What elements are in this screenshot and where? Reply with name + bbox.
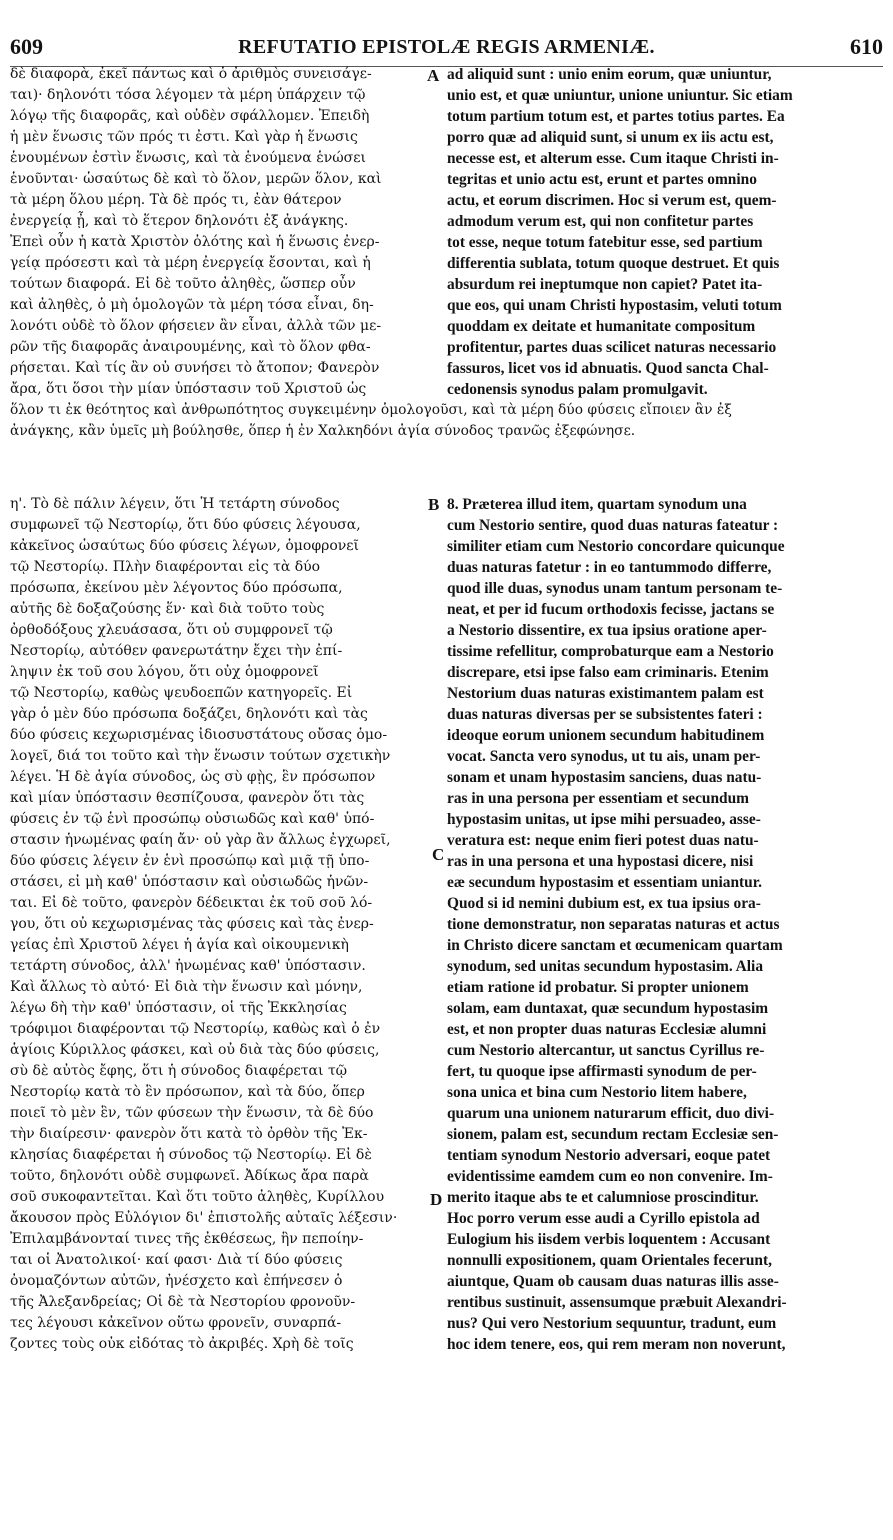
latin-text-line: eæ secundum hypostasim et essentiam uniantur.	[447, 874, 762, 891]
greek-text-line: τούτων διαφορά. Εἰ δὲ τοῦτο ἀληθὲς, ὥσπερ οὖν	[10, 276, 356, 292]
latin-text-line: ras in una persona et una hypostasi dicere, nisi	[447, 853, 754, 870]
latin-text-line: quarum una unionem naturarum efficit, duo divi-	[447, 1105, 775, 1122]
margin-letter-a: A	[427, 66, 440, 85]
latin-text-line: etiam ratione id probatur. Si propter unionem	[447, 979, 749, 996]
greek-text-line: γείᾳ πρόσεστι καὶ τὰ μέρη ἐνεργείᾳ ἔσονται, καὶ ἡ	[10, 255, 371, 271]
greek-text-line: σοῦ συκοφαντεῖται. Καὶ ὅτι τοῦτο ἀληθὲς, Κυρίλλου	[10, 1189, 385, 1205]
greek-text-line: τὴν διαίρεσιν· φανερὸν ὅτι κατὰ τὸ ὀρθὸν τῆς Ἐκ-	[10, 1126, 368, 1142]
latin-text-line: Eulogium his iisdem verbis loquentem : Accusant	[447, 1231, 771, 1248]
latin-text-line: Nestorium duas naturas existimantem palam est	[447, 685, 764, 702]
latin-text-line: tegritas et unio actu est, erunt et partes omnino	[447, 171, 757, 188]
latin-text-line: vocat. Sancta vero synodus, ut tu ais, unam per-	[447, 748, 761, 765]
latin-text-line: in Christo dicere sanctam et œcumenicam quartam	[447, 937, 783, 954]
latin-text-line: neat, et per id fucum orthodoxis fecisse, jactans se	[447, 601, 775, 618]
latin-column-top	[447, 64, 883, 400]
greek-text-line: ἁγίοις Κύριλλος φάσκει, καὶ οὐ διὰ τὰς δύο φύσεις,	[10, 1042, 380, 1058]
greek-text-line: πρόσωπα, ἐκείνου μὲν λέγοντος δύο πρόσωπα,	[10, 580, 343, 596]
latin-text-line: unio est, et quæ uniuntur, unione uniuntur. Sic etiam	[447, 87, 793, 104]
latin-text-line: a Nestorio dissentire, ex tua ipsius oratione aper-	[447, 622, 767, 639]
greek-text-line: συμφωνεῖ τῷ Νεστορίῳ, ὅτι δύο φύσεις λέγουσα,	[10, 517, 361, 533]
greek-text-line: ζοντες τοὺς οὐκ εἰδότας τὸ ἀκριβές. Χρὴ δὲ τοῖς	[10, 1336, 354, 1352]
latin-text-line: duas naturas diversas per se subsistentes fateri :	[447, 706, 763, 723]
latin-text-line: synodum, sed unitas secundum hypostasim. Alia	[447, 958, 764, 975]
latin-text-line: que eos, qui unam Christi hypostasim, veluti totum	[447, 297, 782, 314]
page-number-left: 609	[10, 34, 43, 59]
latin-text-line: absurdum rei ineptumque non capiet? Patet ita-	[447, 276, 763, 293]
latin-text-line: rentibus sustinuit, assensumque præbuit Alexandri-	[447, 1294, 787, 1311]
greek-text-line: ὀρθοδόξους χλευάσασα, ὅτι οὐ συμφρονεῖ τῷ	[10, 622, 333, 638]
latin-text-line: tentiam synodum Nestorio adversari, eoque patet	[447, 1147, 771, 1164]
greek-text-line: λόγῳ τῆς διαφορᾶς, καὶ οὐδὲν σφάλλομεν. Ἐπειδὴ	[10, 108, 370, 124]
greek-text-line: αὐτῆς δὲ δοξαζούσης ἕν· καὶ διὰ τοῦτο τοὺς	[10, 601, 325, 617]
latin-text-line: tione demonstratur, non separatas naturas et actus	[447, 916, 780, 933]
greek-text-line: τες λέγουσι κἀκεῖνον οὕτω φρονεῖν, συναρπά-	[10, 1315, 342, 1331]
greek-text-line: τρόφιμοι διαφέρονται τῷ Νεστορίῳ, καθὼς καὶ ὁ ἐν	[10, 1021, 381, 1037]
greek-text-line: καὶ μίαν ὑπόστασιν θεσπίζουσα, φανερὸν ὅτι τὰς	[10, 790, 365, 806]
greek-text-line: δὲ διαφορὰ, ἐκεῖ πάντως καὶ ὁ ἀριθμὸς συνεισάγε-	[10, 66, 372, 82]
greek-text-line: ται)· δηλονότι τόσα λέγομεν τὰ μέρη ὑπάρχειν τῷ	[10, 87, 366, 103]
greek-text-line: λονότι οὐδὲ τὸ ὅλον φήσειεν ἂν εἶναι, ἀλλὰ τῶν με-	[10, 318, 382, 334]
latin-text-line: cedonensis synodus palam promulgavit.	[447, 381, 708, 398]
greek-text-line: δύο φύσεις κεχωρισμένας ἰδιοσυστάτους οὔσας ὁμο-	[10, 727, 388, 743]
latin-text-line: cum Nestorio altercantur, ut sanctus Cyrillus re-	[447, 1042, 765, 1059]
running-title: REFUTATIO EPISTOLÆ REGIS ARMENIÆ.	[238, 36, 655, 58]
greek-text-line: στασιν ἡνωμένας φαίη ἄν· οὐ γὰρ ἂν ἄλλως ἐγχωρεῖ,	[10, 832, 391, 848]
greek-text-line: κἀκεῖνος ὡσαύτως δύο φύσεις λέγων, ὁμοφρονεῖ	[10, 538, 360, 554]
greek-text-line: ὅλον τι ἐκ θεότητος καὶ ἀνθρωπότητος συγκειμένην ὁμολογοῦσι, καὶ τὰ μέρη δύο φύσεις εἴποιεν ἂν ἐξ	[10, 402, 732, 418]
greek-text-line: σὺ δὲ αὐτὸς ἔφης, ὅτι ἡ σύνοδος διαφέρεται τῷ	[10, 1063, 348, 1079]
greek-text-line: λέγω δὴ τὴν καθ' ὑπόστασιν, οἱ τῆς Ἐκκλησίας	[10, 1000, 347, 1016]
latin-text-line: cum Nestorio sentire, quod duas naturas fateatur :	[447, 517, 779, 534]
greek-text-line: Ἐπιλαμβάνονταί τινες τῆς ἐκθέσεως, ἣν πεποίην-	[10, 1231, 364, 1247]
greek-text-line: δύο φύσεις λέγειν ἐν ἑνὶ προσώπῳ καὶ μιᾷ τῇ ὑπο-	[10, 853, 370, 869]
greek-text-line: ται. Εἰ δὲ τοῦτο, φανερὸν δέδεικται ἐκ τοῦ σοῦ λό-	[10, 895, 373, 911]
greek-text-line: στάσει, εἰ μὴ καθ' ὑπόστασιν καὶ οὐσιωδῶς ἡνῶν-	[10, 874, 369, 890]
greek-text-line: ὀνομαζόντων αὐτῶν, ἠνέσχετο καὶ ἐπήνεσεν ὁ	[10, 1273, 343, 1289]
margin-letter-b: B	[428, 495, 440, 514]
greek-text-line: γείας ἐπὶ Χριστοῦ λέγει ἡ ἁγία καὶ οἰκουμενικὴ	[10, 937, 349, 953]
greek-text-line: Καὶ ἄλλως τὸ αὐτό· Εἰ διὰ τὴν ἕνωσιν καὶ μόνην,	[10, 979, 363, 995]
latin-text-line: quoddam ex deitate et humanitate compositum	[447, 318, 756, 335]
latin-text-line: sionem, palam est, secundum rectam Ecclesiæ sen-	[447, 1126, 779, 1143]
greek-text-line: Νεστορίῳ κατὰ τὸ ἓν πρόσωπον, καὶ τὰ δύο, ὅπερ	[10, 1084, 365, 1100]
latin-text-line: differentia sublata, totum quoque destruet. Et quis	[447, 255, 780, 272]
latin-text-line: veratura est: neque enim fieri potest duas natu-	[447, 832, 759, 849]
latin-text-line: admodum verum est, qui non confitetur partes	[447, 213, 754, 230]
greek-text-line: ἑνοῦνται· ὡσαύτως δὲ καὶ τὸ ὅλον, μερῶν ὅλον, καὶ	[10, 171, 382, 187]
page-number-right: 610	[850, 34, 883, 59]
greek-text-line: τῆς Ἀλεξανδρείας; Οἱ δὲ τὰ Νεστορίου φρονοῦν-	[10, 1294, 356, 1310]
greek-text-line: ληψιν ἐκ τοῦ σου λόγου, ὅτι οὐχ ὁμοφρονεῖ	[10, 664, 319, 680]
latin-text-line: totum partium totum est, et partes totius partes. Ea	[447, 108, 785, 125]
latin-text-line: Quod si id nemini dubium est, ex tua ipsius ora-	[447, 895, 761, 912]
latin-text-line: sona unica et bina cum Nestorio litem habere,	[447, 1084, 747, 1101]
greek-column-bottom	[10, 494, 428, 1355]
latin-text-line: fassuros, licet vos id abnuatis. Quod sancta Chal-	[447, 360, 769, 377]
greek-text-line: Νεστορίῳ, αὐτόθεν φανερωτάτην ἔχει τὴν ἐπί-	[10, 643, 343, 659]
latin-text-line: profitentur, partes duas scilicet naturas necessario	[447, 339, 777, 356]
greek-text-line: ἡ μὲν ἕνωσις τῶν πρός τι ἐστι. Καὶ γὰρ ἡ ἕνωσις	[10, 129, 358, 145]
latin-text-line: tot esse, neque totum fatebitur esse, sed partium	[447, 234, 763, 251]
latin-text-line: similiter etiam cum Nestorio concordare quicunque	[447, 538, 785, 555]
latin-column-bottom	[447, 494, 883, 1355]
latin-text-line: evidentissime eamdem cum eo non convenire. Im-	[447, 1168, 773, 1185]
greek-text-line: ἀνάγκης, κἂν ὑμεῖς μὴ βούλησθε, ὅπερ ἡ ἐν Χαλκηδόνι ἁγία σύνοδος τρανῶς ἐξεφώνησε.	[10, 423, 636, 439]
greek-text-line: ἑνουμένων ἐστὶν ἕνωσις, καὶ τὰ ἑνούμενα ἑνώσει	[10, 150, 366, 166]
latin-text-line: duas naturas fatetur : in eo tantummodo differre,	[447, 559, 772, 576]
greek-text-line: ποιεῖ τὸ μὲν ἓν, τῶν φύσεων τὴν ἕνωσιν, τὰ δὲ δύο	[10, 1105, 374, 1121]
greek-text-line: γου, ὅτι οὐ κεχωρισμένας τὰς φύσεις καὶ τὰς ἐνερ-	[10, 916, 374, 932]
latin-text-line: actu, et eorum discrimen. Hoc si verum est, quem-	[447, 192, 777, 209]
greek-column-top	[10, 64, 428, 400]
greek-text-line: τοῦτο, δηλονότι οὐδὲ συμφωνεῖ. Ἀδίκως ἄρα παρὰ	[10, 1168, 369, 1184]
latin-text-line: ideoque eorum unionem secundum habitudinem	[447, 727, 765, 744]
greek-text-line: γὰρ ὁ μὲν δύο πρόσωπα δοξάζει, δηλονότι καὶ τὰς	[10, 706, 368, 722]
latin-text-line: merito itaque abs te et calumniose proscinditur.	[447, 1189, 759, 1206]
page-header	[10, 34, 883, 64]
latin-text-line: porro quæ ad aliquid sunt, si unum ex iis actu est,	[447, 129, 774, 146]
greek-text-line: φύσεις ἐν τῷ ἑνὶ προσώπῳ οὐσιωδῶς καὶ καθ' ὑπό-	[10, 811, 375, 827]
greek-text-line: λογεῖ, διά τοι τοῦτο καὶ τὴν ἕνωσιν τούτων σχετικὴν	[10, 748, 391, 764]
greek-text-line: καὶ ἀληθὲς, ὁ μὴ ὁμολογῶν τὰ μέρη τόσα εἶναι, δη-	[10, 297, 374, 313]
latin-text-line: tissime refellitur, comprobaturque eam a Nestorio	[447, 643, 774, 660]
latin-text-line: solam, eam duntaxat, quæ secundum hypostasim	[447, 1000, 769, 1017]
greek-text-line: λέγει. Ἡ δὲ ἁγία σύνοδος, ὡς σὺ φῂς, ἓν πρόσωπον	[10, 769, 376, 785]
latin-text-line: discrepare, etsi ipse falso eam criminaris. Etenim	[447, 664, 769, 681]
greek-text-line: τὰ μέρη ὅλου μέρη. Τὰ δὲ πρός τι, ἐὰν θάτερον	[10, 192, 342, 208]
margin-letter-c: C	[432, 845, 445, 864]
latin-text-line: fert, tu quoque ipse affirmasti synodum de per-	[447, 1063, 757, 1080]
greek-text-line: ἄκουσον πρὸς Εὐλόγιον δι' ἐπιστολῆς αὐταῖς λέξεσιν·	[10, 1210, 398, 1226]
greek-text-line: κλησίας διαφέρεται ἡ σύνοδος τῷ Νεστορίῳ. Εἰ δὲ	[10, 1147, 372, 1163]
latin-text-line: hypostasim unitas, ut ipse mihi persuadeo, asse-	[447, 811, 761, 828]
latin-text-line: 8. Præterea illud item, quartam synodum una	[447, 496, 747, 513]
latin-text-line: sonam et unam hypostasim sanciens, duas natu-	[447, 769, 762, 786]
greek-text-line: ἄρα, ὅτι ὅσοι τὴν μίαν ὑπόστασιν τοῦ Χριστοῦ ὡς	[10, 381, 367, 397]
latin-text-line: nus? Qui vero Nestorium sequuntur, tradunt, eum	[447, 1315, 777, 1332]
greek-text-line: ἐνεργείᾳ ᾖ, καὶ τὸ ἕτερον δηλονότι ἐξ ἀνάγκης.	[10, 213, 349, 229]
greek-text-line: τῷ Νεστορίῳ. Πλὴν διαφέρονται εἰς τὰ δύο	[10, 559, 321, 575]
greek-text-line: Ἐπεὶ οὖν ἡ κατὰ Χριστὸν ὁλότης καὶ ἡ ἕνωσις ἐνερ-	[10, 234, 380, 250]
latin-text-line: nonnulli expositionem, quam Orientales fecerunt,	[447, 1252, 772, 1269]
greek-text-line: ρῶν τῆς διαφορᾶς ἀναιρουμένης, καὶ τὸ ὅλον φθα-	[10, 339, 371, 355]
latin-text-line: quod ille duas, synodus unam tantum personam te-	[447, 580, 783, 597]
greek-text-line: ρήσεται. Καὶ τίς ἂν οὐ συνήσει τὸ ἄτοπον; Φανερὸν	[10, 360, 380, 376]
latin-text-line: ad aliquid sunt : unio enim eorum, quæ uniuntur,	[447, 66, 772, 83]
latin-text-line: est, et non propter duas naturas Ecclesiæ alumni	[447, 1021, 767, 1038]
latin-text-line: necesse est, et alterum esse. Cum itaque Christi in-	[447, 150, 779, 167]
latin-text-line: ras in una persona per essentiam et secundum	[447, 790, 749, 807]
greek-text-line: τῷ Νεστορίῳ, καθὼς ψευδοεπῶν κατηγορεῖς. Εἰ	[10, 685, 353, 701]
margin-letter-d: D	[430, 1190, 443, 1209]
latin-text-line: aiuntque, Quam ob causam duas naturas illis asse-	[447, 1273, 779, 1290]
latin-text-line: hoc idem tenere, eos, qui rem meram non noverunt,	[447, 1336, 786, 1353]
greek-spanning-lines	[10, 400, 880, 442]
greek-text-line: η'. Τὸ δὲ πάλιν λέγειν, ὅτι Ἡ τετάρτη σύνοδος	[10, 496, 340, 512]
greek-text-line: τετάρτη σύνοδος, ἀλλ' ἡνωμένας καθ' ὑπόστασιν.	[10, 958, 366, 974]
latin-text-line: Hoc porro verum esse audi a Cyrillo epistola ad	[447, 1210, 760, 1227]
greek-text-line: ται οἱ Ἀνατολικοί· καί φασι· Διὰ τί δύο φύσεις	[10, 1252, 343, 1268]
